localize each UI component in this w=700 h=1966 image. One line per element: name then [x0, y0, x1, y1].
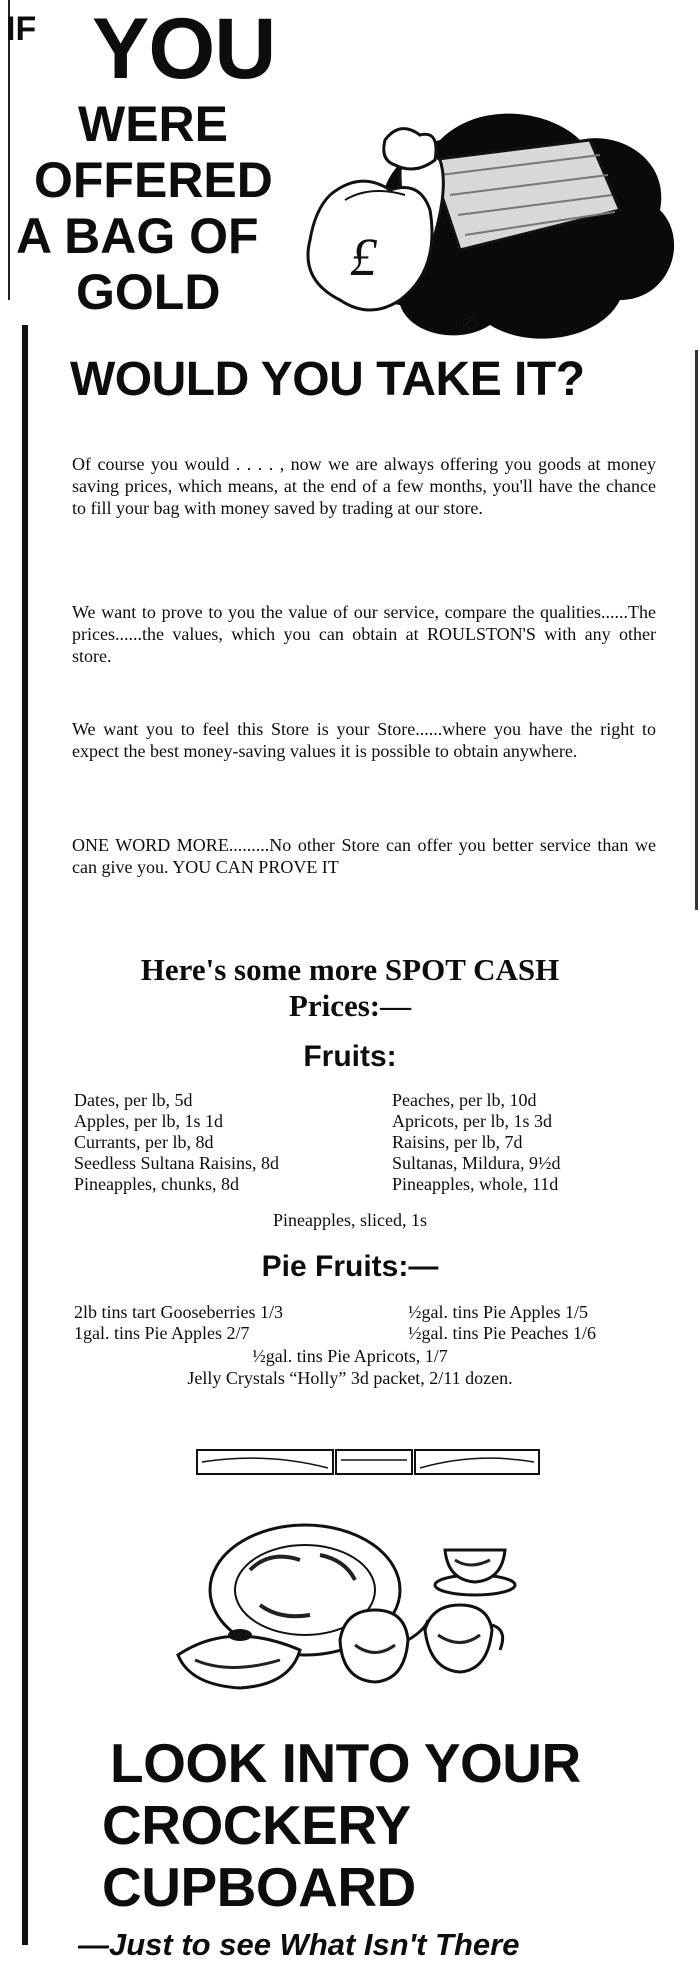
- right-border-rule: [695, 350, 698, 910]
- copyright-mark: ©: [460, 313, 480, 337]
- price-item: Peaches, per lb, 10d: [392, 1090, 537, 1110]
- crockery-headline-line2: CROCKERY: [102, 1794, 411, 1856]
- price-item: Apples, per lb, 1s 1d: [74, 1111, 223, 1131]
- headline-offered: OFFERED: [34, 152, 273, 208]
- price-item: Dates, per lb, 5d: [74, 1090, 193, 1110]
- price-item: ½gal. tins Pie Apples 1/5: [408, 1302, 588, 1322]
- price-item-jelly-crystals: Jelly Crystals “Holly” 3d packet, 2/11 dozen.: [187, 1368, 513, 1388]
- pie-fruits-left-column: [74, 1302, 283, 1344]
- price-item: Currants, per lb, 8d: [74, 1132, 214, 1152]
- paragraph-prove-value: We want to prove to you the value of our service, compare the qualities......The prices......the values, which you can obtain at ROULSTON'S with any other store.: [72, 602, 656, 666]
- headline-gold: GOLD: [76, 264, 221, 320]
- price-item: Pineapples, whole, 11d: [392, 1174, 559, 1194]
- decorative-divider: [196, 1448, 540, 1476]
- price-item: Pineapples, chunks, 8d: [74, 1174, 239, 1194]
- headline-would-you-take-it: WOULD YOU TAKE IT?: [70, 353, 585, 406]
- price-item: Raisins, per lb, 7d: [392, 1132, 523, 1152]
- fruits-heading: Fruits:: [303, 1040, 397, 1073]
- pie-fruits-heading: Pie Fruits:—: [261, 1250, 439, 1283]
- pie-fruits-right-column: [408, 1302, 596, 1344]
- price-item: ½gal. tins Pie Peaches 1/6: [408, 1323, 596, 1343]
- price-item: 1gal. tins Pie Apples 2/7: [74, 1323, 250, 1343]
- spot-cash-heading: Here's some more SPOT CASH: [140, 952, 560, 987]
- price-item: Seedless Sultana Raisins, 8d: [74, 1153, 279, 1173]
- price-item: Apricots, per lb, 1s 3d: [392, 1111, 552, 1131]
- paragraph-your-store: We want you to feel this Store is your Store......where you have the right to expect the best money-saving values it is possible to obtain anywhere.: [72, 719, 656, 761]
- left-border-rule: [22, 325, 28, 1945]
- headline-you: YOU: [92, 1, 276, 97]
- spot-cash-heading-prices: Prices:—: [288, 988, 412, 1023]
- crockery-headline-line1: LOOK INTO YOUR: [110, 1732, 581, 1794]
- price-item: Sultanas, Mildura, 9½d: [392, 1153, 561, 1173]
- fruits-right-column: [392, 1090, 561, 1195]
- paragraph-one-word-more: ONE WORD MORE.........No other Store can offer you better service than we can give you. YOU CAN PROVE IT: [72, 835, 656, 877]
- crockery-headline-line3: CUPBOARD: [102, 1856, 416, 1918]
- headline-a-bag-of: A BAG OF: [16, 208, 259, 264]
- price-item-pie-apricots: ½gal. tins Pie Apricots, 1/7: [252, 1346, 448, 1366]
- price-item: 2lb tins tart Gooseberries 1/3: [74, 1302, 283, 1322]
- headline-if: IF: [6, 10, 37, 48]
- bag-of-gold-illustration: [290, 100, 700, 350]
- headline-were: WERE: [78, 96, 228, 152]
- crockery-illustration: [170, 1510, 540, 1710]
- fruits-left-column: [74, 1090, 279, 1195]
- crockery-tagline: —Just to see What Isn't There: [78, 1927, 520, 1962]
- paragraph-of-course: Of course you would . . . . , now we are always offering you goods at money saving prices, which means, at the end of a few months, you'll have the chance to fill your bag with money saved by trading at our store.: [72, 454, 656, 518]
- pound-symbol: £: [350, 227, 377, 287]
- price-item-pineapples-sliced: Pineapples, sliced, 1s: [273, 1210, 427, 1230]
